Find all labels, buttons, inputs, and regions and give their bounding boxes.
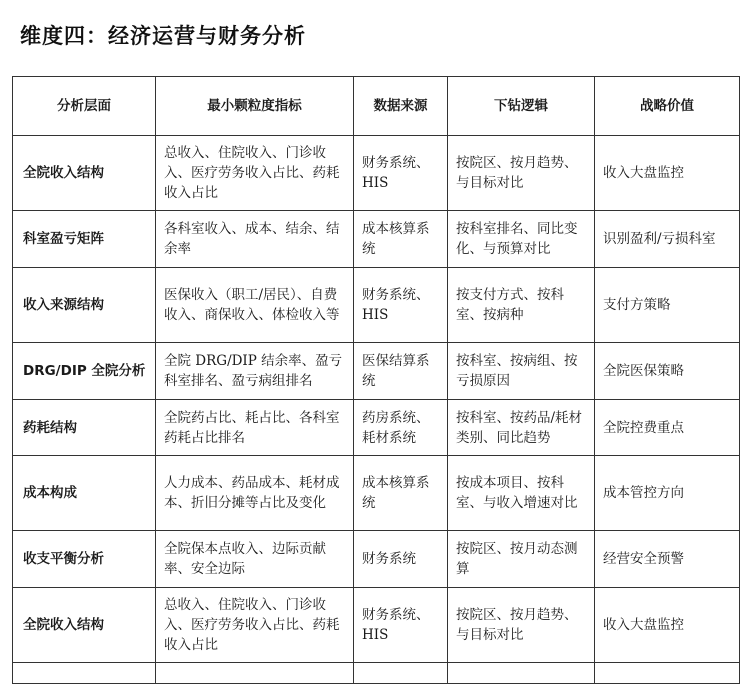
cell-strategic-value — [595, 663, 740, 684]
cell-strategic-value: 收入大盘监控 — [595, 588, 740, 663]
table-row — [13, 343, 740, 400]
header-strategic-value: 战略价值 — [595, 77, 740, 136]
page-title: 维度四：经济运营与财务分析 — [20, 24, 306, 48]
cell-strategic-value: 经营安全预警 — [595, 531, 740, 588]
cell-drilldown: 按院区、按月趋势、与目标对比 — [448, 136, 595, 211]
cell-analysis-level: 科室盈亏矩阵 — [13, 211, 156, 268]
cell-data-source: 财务系统 — [354, 531, 448, 588]
cell-drilldown — [448, 663, 595, 684]
cell-strategic-value: 成本管控方向 — [595, 456, 740, 531]
cell-indicator: 全院保本点收入、边际贡献率、安全边际 — [156, 531, 354, 588]
table-row — [13, 531, 740, 588]
cell-data-source: 成本核算系统 — [354, 456, 448, 531]
cell-strategic-value: 全院医保策略 — [595, 343, 740, 400]
cell-data-source: 财务系统、HIS — [354, 588, 448, 663]
cell-strategic-value: 全院控费重点 — [595, 400, 740, 456]
table-row — [13, 400, 740, 456]
analysis-table — [12, 76, 740, 684]
cell-indicator: 全院药占比、耗占比、各科室药耗占比排名 — [156, 400, 354, 456]
cell-indicator: 总收入、住院收入、门诊收入、医疗劳务收入占比、药耗收入占比 — [156, 588, 354, 663]
cell-drilldown: 按科室排名、同比变化、与预算对比 — [448, 211, 595, 268]
cell-indicator — [156, 663, 354, 684]
cell-indicator: 全院 DRG/DIP 结余率、盈亏科室排名、盈亏病组排名 — [156, 343, 354, 400]
cell-data-source: 成本核算系统 — [354, 211, 448, 268]
cell-indicator: 医保收入（职工/居民）、自费收入、商保收入、体检收入等 — [156, 268, 354, 343]
table-row — [13, 268, 740, 343]
cell-drilldown: 按科室、按病组、按亏损原因 — [448, 343, 595, 400]
table-row — [13, 663, 740, 684]
cell-strategic-value: 支付方策略 — [595, 268, 740, 343]
cell-analysis-level — [13, 663, 156, 684]
header-data-source: 数据来源 — [354, 77, 448, 136]
cell-analysis-level: 收支平衡分析 — [13, 531, 156, 588]
table-row — [13, 136, 740, 211]
header-min-granularity-indicator: 最小颗粒度指标 — [156, 77, 354, 136]
cell-analysis-level: 成本构成 — [13, 456, 156, 531]
cell-drilldown: 按成本项目、按科室、与收入增速对比 — [448, 456, 595, 531]
cell-drilldown: 按科室、按药品/耗材类别、同比趋势 — [448, 400, 595, 456]
cell-strategic-value: 收入大盘监控 — [595, 136, 740, 211]
header-drilldown-logic: 下钻逻辑 — [448, 77, 595, 136]
cell-strategic-value: 识别盈利/亏损科室 — [595, 211, 740, 268]
cell-analysis-level: DRG/DIP 全院分析 — [13, 343, 156, 400]
cell-analysis-level: 全院收入结构 — [13, 588, 156, 663]
table-row — [13, 456, 740, 531]
cell-drilldown: 按支付方式、按科室、按病种 — [448, 268, 595, 343]
cell-analysis-level: 全院收入结构 — [13, 136, 156, 211]
header-analysis-level: 分析层面 — [13, 77, 156, 136]
table-header-row — [13, 77, 740, 136]
cell-data-source: 财务系统、HIS — [354, 136, 448, 211]
table-row — [13, 588, 740, 663]
cell-data-source: 药房系统、耗材系统 — [354, 400, 448, 456]
cell-data-source: 财务系统、HIS — [354, 268, 448, 343]
cell-drilldown: 按院区、按月动态测算 — [448, 531, 595, 588]
cell-indicator: 人力成本、药品成本、耗材成本、折旧分摊等占比及变化 — [156, 456, 354, 531]
cell-analysis-level: 药耗结构 — [13, 400, 156, 456]
cell-drilldown: 按院区、按月趋势、与目标对比 — [448, 588, 595, 663]
cell-indicator: 总收入、住院收入、门诊收入、医疗劳务收入占比、药耗收入占比 — [156, 136, 354, 211]
table-row — [13, 211, 740, 268]
cell-analysis-level: 收入来源结构 — [13, 268, 156, 343]
cell-indicator: 各科室收入、成本、结余、结余率 — [156, 211, 354, 268]
cell-data-source — [354, 663, 448, 684]
cell-data-source: 医保结算系统 — [354, 343, 448, 400]
